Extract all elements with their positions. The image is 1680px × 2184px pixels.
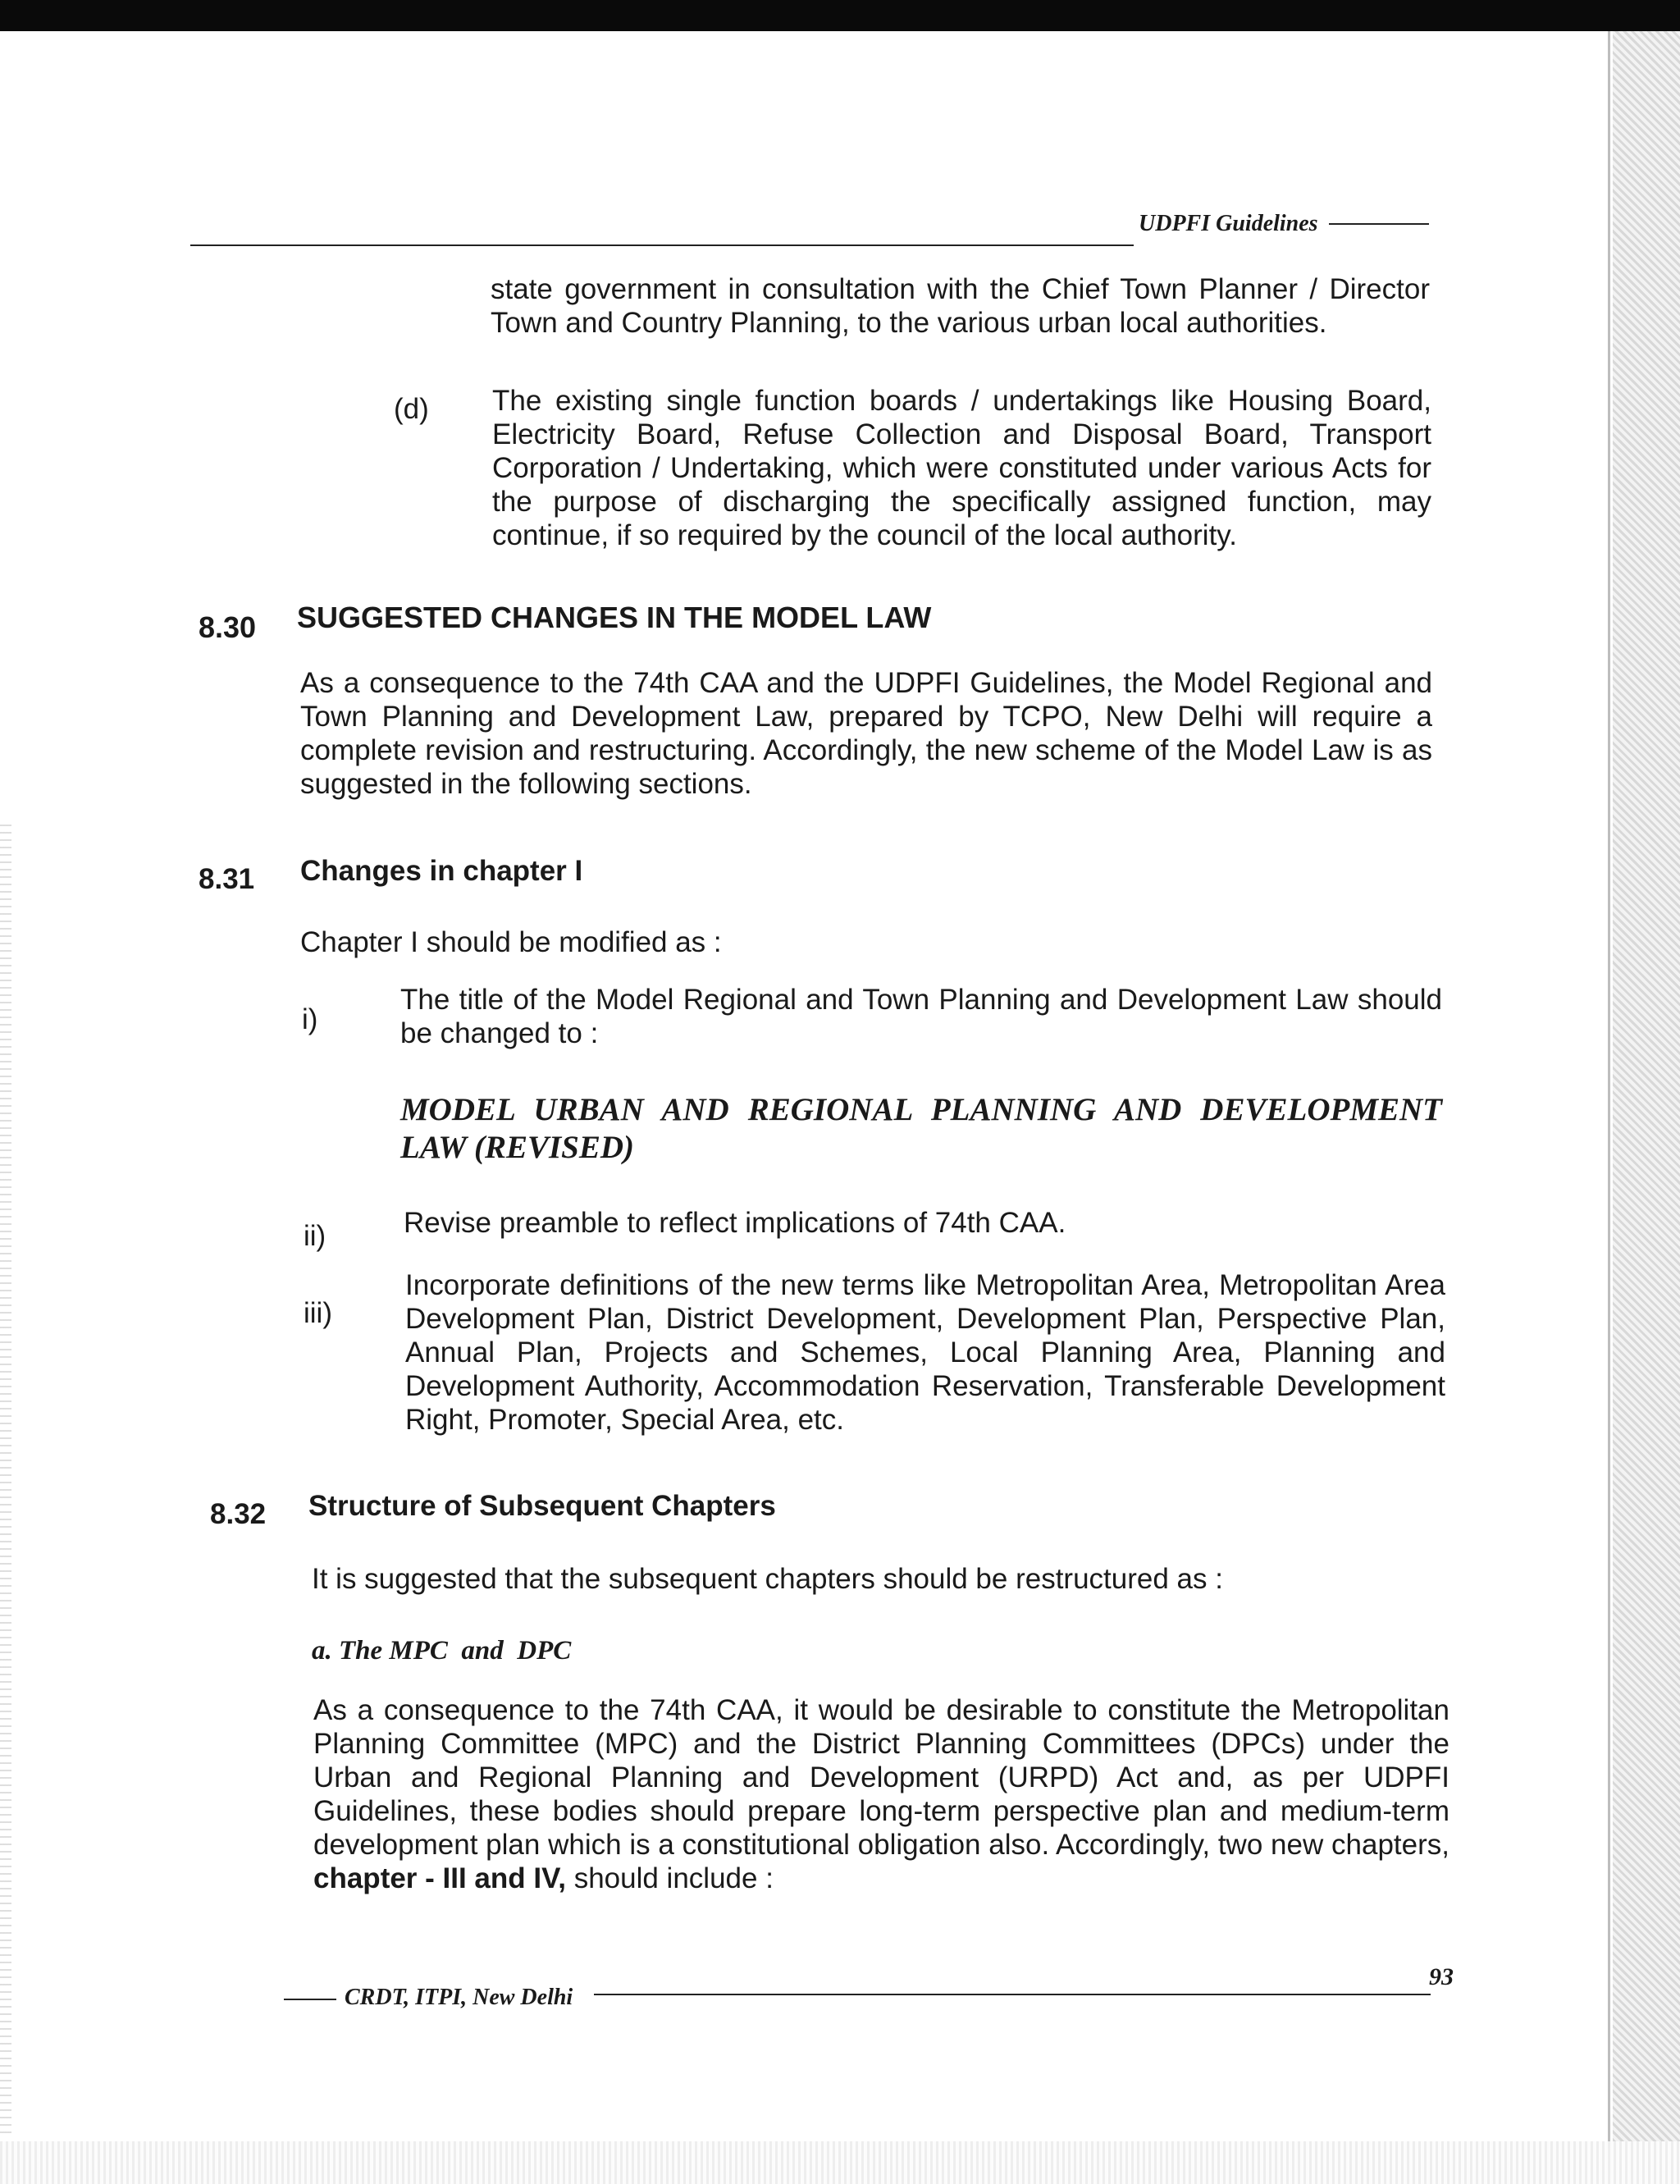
section-831-lead: Chapter I should be modified as : bbox=[300, 926, 722, 958]
section-830-title: SUGGESTED CHANGES IN THE MODEL LAW bbox=[297, 601, 932, 634]
scan-right-edge bbox=[1613, 31, 1680, 2141]
section-832-title: Structure of Subsequent Chapters bbox=[308, 1490, 776, 1522]
page-right-border bbox=[1608, 31, 1610, 2141]
item-ii-text: Revise preamble to reflect implications of 74th CAA. bbox=[404, 1207, 1066, 1239]
item-iii-marker: iii) bbox=[304, 1297, 332, 1329]
running-title: UDPFI Guidelines bbox=[1139, 211, 1318, 236]
item-ii-marker: ii) bbox=[304, 1220, 326, 1252]
item-d-text: The existing single function boards / undertakings like Housing Board, Electricity Board, Refuse Collection and Disposal Board, Transport Corporation / Undertaking, which were constituted under various Acts for the purpose of discharging the specifically assigned function, may continue, if so required by the council of the local authority. bbox=[492, 385, 1431, 551]
section-830-number: 8.30 bbox=[199, 610, 257, 644]
scan-bottom-edge bbox=[0, 2141, 1680, 2184]
item-i-text: The title of the Model Regional and Town Planning and Development Law should be changed to : bbox=[400, 984, 1442, 1049]
section-830-body: As a consequence to the 74th CAA and the UDPFI Guidelines, the Model Regional and Town Planning and Development Law, prepared by TCPO, New Delhi will require a complete revision and restructuring. Accordingly, the new scheme of the Model Law is as suggested in the following sections. bbox=[300, 667, 1432, 800]
body-text-end: should include : bbox=[565, 1862, 774, 1894]
section-831-number: 8.31 bbox=[199, 863, 255, 895]
continuation-paragraph: state government in consultation with the Chief Town Planner / Director Town and Country Planning, to the various urban local authorities. bbox=[491, 273, 1430, 339]
section-832-subheading: a. The MPC and DPC bbox=[312, 1636, 572, 1665]
item-iii-text: Incorporate definitions of the new terms like Metropolitan Area, Metropolitan Area Development Plan, District Development, Development Plan, Perspective Plan, Annual Plan, Projects and Schemes, Local Planning Area, Planning and Development Authority, Accommodation Reservation, Transferable Development Right, Promoter, Special Area, etc. bbox=[405, 1269, 1445, 1436]
revised-law-title: MODEL URBAN AND REGIONAL PLANNING AND DEVELOPMENT LAW (REVISED) bbox=[400, 1092, 1442, 1165]
footer-publisher: CRDT, ITPI, New Delhi bbox=[345, 1985, 573, 2010]
header-rule-right bbox=[1329, 223, 1429, 225]
section-832-lead: It is suggested that the subsequent chapters should be restructured as : bbox=[312, 1563, 1223, 1595]
header-rule-left bbox=[190, 244, 1134, 246]
scan-left-edge bbox=[0, 820, 11, 2133]
page-number: 93 bbox=[1429, 1963, 1454, 1990]
body-text-start: As a consequence to the 74th CAA, it would be desirable to constitute the Metropolitan Planning Committee (MPC) and the District Planning Committees (DPCs) under the Urban and Regional Planning and Development (URPD) Act and, as per UDPFI Guidelines, these bodies should prepare long-term perspective plan and medium-term development plan which is a constitutional obligation also. Accordingly, two new chapters, bbox=[313, 1694, 1449, 1861]
section-832-number: 8.32 bbox=[210, 1498, 267, 1530]
item-d-marker: (d) bbox=[394, 393, 429, 425]
footer-rule-left bbox=[284, 1999, 336, 2000]
section-832-body bbox=[313, 1693, 1449, 1895]
footer-rule-right bbox=[594, 1994, 1431, 1995]
section-831-title: Changes in chapter I bbox=[300, 855, 583, 887]
scan-top-border bbox=[0, 0, 1680, 31]
item-i-marker: i) bbox=[302, 1003, 318, 1035]
body-text-chapters: chapter - III and IV, bbox=[313, 1862, 566, 1894]
